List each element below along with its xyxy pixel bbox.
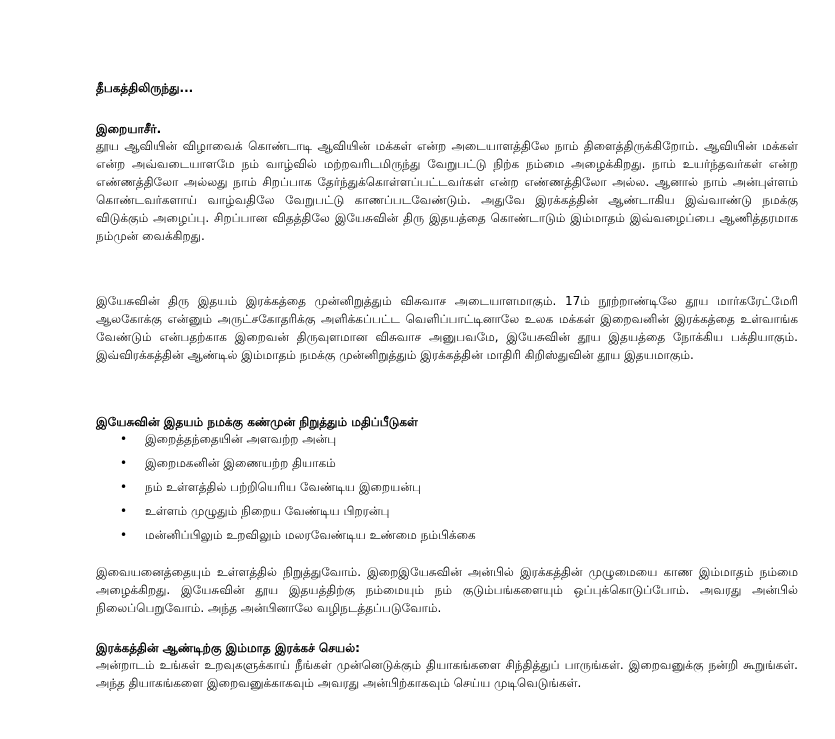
bullet-icon: • <box>120 528 128 542</box>
paragraph-2: இயேசுவின் திரு இதயம் இரக்கத்தை முன்னிறுத்தும் விசுவாச அடையாளமாகும். 17ம் நூற்றாண்டிலே தூய மார்கரேட்மேரி ஆலகோக்கு என்னும் அருட்சகோதரிக்கு அளிக்கப்பட்ட வெளிப்பாட்டினாலே உலக மக்கள் இறைவனின் இரக்கத்தை உள்வாங்க வேண்டும் என்பதற்காக இறைவன் திருவுளமான விசுவாச அனுபவமே, இயேசுவின் தூய இதயத்தை நோக்கிய பக்தியாகும். இவ்விரக்கத்தின் ஆண்டில் இம்மாதம் நமக்கு முன்னிறுத்தும் இரக்கத்தின் மாதிரி கிறிஸ்துவின் தூய இதயமாகும். <box>96 294 798 362</box>
list-item-text: இறைமகனின் இணையற்ற தியாகம் <box>145 456 336 470</box>
greeting-heading: இறையாசீர். <box>96 122 162 136</box>
values-heading: இயேசுவின் இதயம் நமக்கு கண்முன் நிறுத்தும் மதிப்பீடுகள் <box>96 415 418 429</box>
list-item <box>96 480 798 504</box>
list-item-text: மன்னிப்பிலும் உறவிலும் மலரவேண்டிய உண்மை நம்பிக்கை <box>145 528 476 542</box>
list-item-text: இறைத்தந்தையின் அளவற்ற அன்பு <box>145 432 337 446</box>
values-list <box>96 432 798 552</box>
list-item <box>96 528 798 552</box>
paragraph-1: தூய ஆவியின் விழாவைக் கொண்டாடி ஆவியின் மக்கள் என்ற அடையாளத்திலே நாம் திளைத்திருக்கிறோம். ஆவியின் மக்கள் என்ற அவ்வடையாளமே நம் வாழ்வில் மற்றவரிடமிருந்து வேறுபட்டு நிற்க நம்மை அழைக்கிறது. நாம் உயர்ந்தவர்கள் என்ற எண்ணத்திலோ அல்லது நாம் சிறப்பாக தேர்ந்துக்கொள்ளப்பட்டவர்கள் என்ற எண்ணத்திலோ அல்ல. ஆனால் நாம் அன்புள்ளம் கொண்டவர்களாய் வாழ்வதிலே வேறுபட்டு காணப்படவேண்டும். அதுவே இரக்கத்தின் ஆண்டாகிய இவ்வாண்டு நமக்கு விடுக்கும் அழைப்பு. சிறப்பான விதத்திலே இயேசுவின் திரு இதயத்தை கொண்டாடும் இம்மாதம் இவ்வழைப்பை ஆணித்தரமாக நம்முன் வைக்கிறது. <box>96 139 798 243</box>
bullet-icon: • <box>120 504 128 518</box>
bullet-icon: • <box>120 456 128 470</box>
action-heading: இரக்கத்தின் ஆண்டிற்கு இம்மாத இரக்கச் செயல்: <box>96 641 360 655</box>
paragraph-4: அன்றாடம் உங்கள் உறவுகளுக்காய் நீங்கள் முன்னெடுக்கும் தியாகங்களை சிந்தித்துப் பாருங்கள். இறைவனுக்கு நன்றி கூறுங்கள். அந்த தியாகங்களை இறைவனுக்காகவும் அவரது அன்பிற்காகவும் செய்ய முடிவெடுங்கள். <box>96 658 798 690</box>
document-title: தீபகத்திலிருந்து... <box>96 81 194 95</box>
paragraph-3: இவையனைத்தையும் உள்ளத்தில் நிறுத்துவோம். இறைஇயேசுவின் அன்பில் இரக்கத்தின் முழுமையை காண இம்மாதம் நம்மை அழைக்கிறது. இயேசுவின் தூய இதயத்திற்கு நம்மையும் நம் குடும்பங்களையும் ஒப்புக்கொடுப்போம். அவரது அன்பில் நிலைப்பெறுவோம். அந்த அன்பினாலே வழிநடத்தப்படுவோம். <box>96 565 798 615</box>
bullet-icon: • <box>120 480 128 494</box>
list-item <box>96 504 798 528</box>
list-item-text: உள்ளம் முழுதும் நிறைய வேண்டிய பிறரன்பு <box>145 504 390 518</box>
bullet-icon: • <box>120 432 128 446</box>
list-item <box>96 456 798 480</box>
list-item <box>96 432 798 456</box>
list-item-text: நம் உள்ளத்தில் பற்றியெரிய வேண்டிய இறையன்பு <box>145 480 421 494</box>
